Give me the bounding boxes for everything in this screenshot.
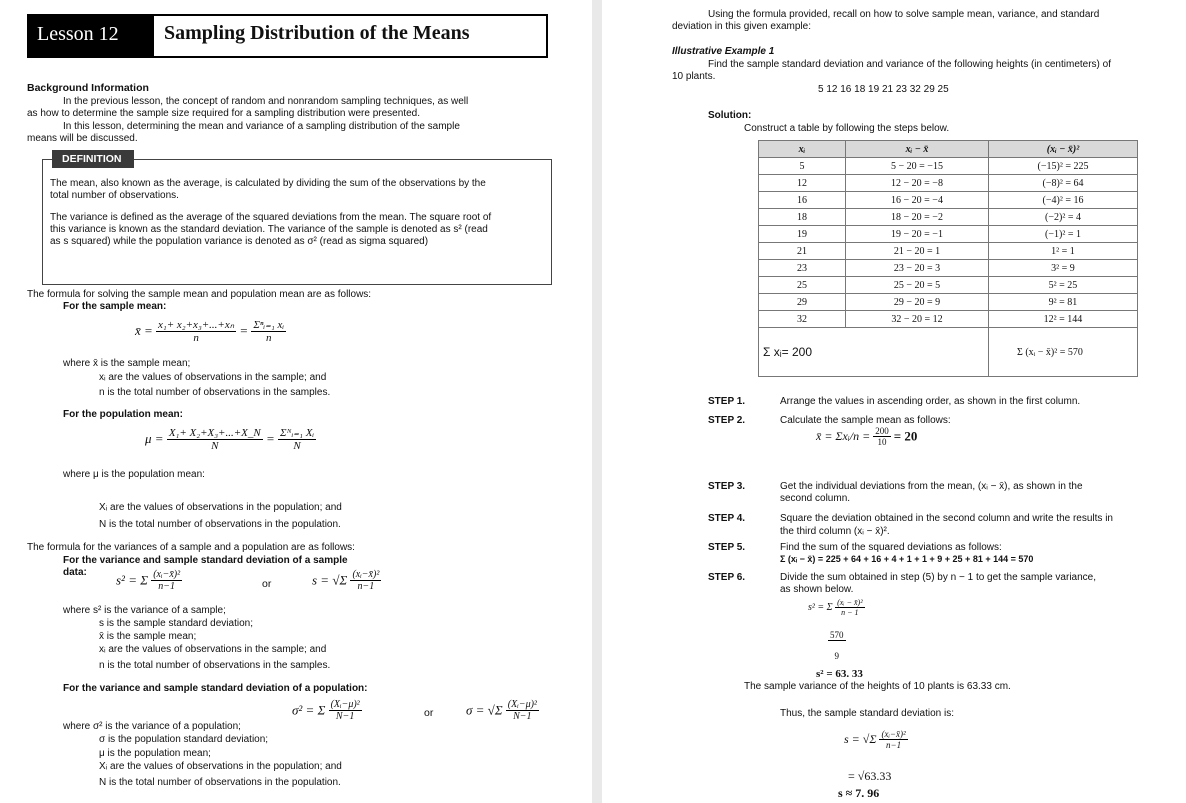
pop-mean-label: For the population mean: <box>63 409 183 420</box>
data-values: 5 12 16 18 19 21 23 32 29 25 <box>818 84 949 95</box>
table-cell: 19 <box>759 226 846 243</box>
intro-line-1: Using the formula provided, recall on how to solve sample mean, variance, and standard <box>708 9 1100 20</box>
step-1-label: STEP 1. <box>708 396 746 407</box>
var-where-2: s is the sample standard deviation; <box>99 618 253 629</box>
def-mean-line-1: The mean, also known as the average, is calculated by dividing the sum of the observations by the <box>50 178 486 189</box>
table-cell: 21 − 20 = 1 <box>846 243 989 260</box>
def-var-line-1: The variance is defined as the average of the squared deviations from the mean. The square root of <box>50 212 492 223</box>
sum-x-cell <box>759 328 989 377</box>
sample-mean-label: For the sample mean: <box>63 301 167 312</box>
table-cell: 5 <box>759 158 846 175</box>
step-2-formula: x̄ = Σxᵢ/n = $\frac{200}{10}$ = 20 <box>816 426 918 447</box>
variance-result: s² = 63. 33 <box>816 668 863 680</box>
sample-mean-where-2: xᵢ are the values of observations in the sample; and <box>99 372 327 383</box>
pop-mean-where-2: Xᵢ are the values of observations in the population; and <box>99 502 342 513</box>
table-header <box>759 141 1138 158</box>
solution-label: Solution: <box>708 110 752 121</box>
bg-line-4: means will be discussed. <box>27 133 138 144</box>
pop-where-2: σ is the population standard deviation; <box>99 734 269 745</box>
table-cell: 23 <box>759 260 846 277</box>
table-cell: 23 − 20 = 3 <box>846 260 989 277</box>
sd-sentence: Thus, the sample standard deviation is: <box>780 708 954 719</box>
def-var-line-2: this variance is known as the standard deviation. The variance of the sample is denoted as s² (read <box>50 224 488 235</box>
table-cell: 32 <box>759 311 846 328</box>
table-cell: 1² = 1 <box>989 243 1138 260</box>
formula-intro: The formula for solving the sample mean and population mean are as follows: <box>27 289 372 300</box>
example-title: Illustrative Example 1 <box>672 46 775 57</box>
header-deviation: xᵢ − x̄ <box>846 141 989 158</box>
step-3-text-1: Get the individual deviations from the mean, (xᵢ − x̄), as shown in the <box>780 481 1083 492</box>
table-cell: 29 <box>759 294 846 311</box>
table-row <box>759 175 1138 192</box>
step-6-formula: s² = Σ $\frac{\text{(xᵢ − x̄)²}}{n - 1}$ <box>808 598 863 617</box>
lesson-title-box <box>152 14 548 58</box>
table-row <box>759 209 1138 226</box>
lesson-number-box <box>27 14 152 58</box>
intro-line-2: deviation in this given example: <box>672 21 811 32</box>
step-4-label: STEP 4. <box>708 513 746 524</box>
table-row <box>759 192 1138 209</box>
left-page <box>0 0 592 803</box>
lesson-title: Sampling Distribution of the Means <box>164 22 470 44</box>
or-1: or <box>262 578 272 590</box>
table-cell: (−15)² = 225 <box>989 158 1138 175</box>
step-3-text-2: second column. <box>780 493 851 504</box>
sd-result: s ≈ 7. 96 <box>838 786 880 800</box>
sample-mean-formula: x̄ = $\frac{\text{x₁+ x₂+x₃+...+xₙ}}{n}$ = $\frac{\text{Σⁿᵢ₌₁ xᵢ}}{n}$ <box>135 319 285 344</box>
table-cell: (−4)² = 16 <box>989 192 1138 209</box>
table-cell: 9² = 81 <box>989 294 1138 311</box>
pop-sd-formula: σ = √Σ $\frac{\text{(Xᵢ−μ)²}}{N-1}$ <box>466 699 537 722</box>
deviation-table <box>758 140 1138 377</box>
table-row <box>759 158 1138 175</box>
bg-line-3: In this lesson, determining the mean and variance of a sampling distribution of the sample <box>63 121 460 132</box>
sum-sq-cell <box>989 328 1138 377</box>
pop-where-4: Xᵢ are the values of observations in the population; and <box>99 761 342 772</box>
table-row <box>759 243 1138 260</box>
sum-x: Σ xᵢ= 200 <box>763 345 813 359</box>
table-row <box>759 277 1138 294</box>
pop-where-5: N is the total number of observations in the population. <box>99 777 341 788</box>
step-5-text-1: Find the sum of the squared deviations as follows: <box>780 542 1002 553</box>
sample-mean-where-1: where x̄ is the sample mean; <box>63 358 191 369</box>
sd-sqrt: = √63.33 <box>848 769 892 783</box>
step-4-text-2: the third column (xᵢ − x̄)². <box>780 526 890 537</box>
pop-where-3: μ is the population mean; <box>99 748 211 759</box>
step-5-text-2: Σ (xᵢ − x̄) = 225 + 64 + 16 + 4 + 1 + 1 + 9 + 25 + 81 + 144 = 570 <box>780 554 1034 564</box>
right-page <box>602 0 1186 803</box>
table-cell: 16 − 20 = −4 <box>846 192 989 209</box>
bg-line-2: as how to determine the sample size required for a sampling distribution were presented. <box>27 108 420 119</box>
pop-mean-where-3: N is the total number of observations in the population. <box>99 519 341 530</box>
table-cell: 12 <box>759 175 846 192</box>
variance-sentence: The sample variance of the heights of 10 plants is 63.33 cm. <box>744 681 1011 692</box>
table-row <box>759 260 1138 277</box>
var-where-3: x̄ is the sample mean; <box>99 631 197 642</box>
step-6-fraction: $\frac{570}{9}$ <box>830 630 844 661</box>
table-cell: 5 − 20 = −15 <box>846 158 989 175</box>
step-5-label: STEP 5. <box>708 542 746 553</box>
def-mean-line-2: total number of observations. <box>50 190 179 201</box>
step-6-label: STEP 6. <box>708 572 746 583</box>
var-where-4: xᵢ are the values of observations in the sample; and <box>99 644 327 655</box>
var-sample-label-1: For the variance and sample standard deviation of a sample <box>63 555 348 566</box>
definition-label: DEFINITION <box>52 150 134 168</box>
step-6-text-1: Divide the sum obtained in step (5) by n − 1 to get the sample variance, <box>780 572 1097 583</box>
table-cell: (−1)² = 1 <box>989 226 1138 243</box>
table-cell: (−2)² = 4 <box>989 209 1138 226</box>
var-where-1: where s² is the variance of a sample; <box>63 605 226 616</box>
step-2-label: STEP 2. <box>708 415 746 426</box>
sample-sd-formula: s = √Σ $\frac{\text{(xᵢ−x̄)²}}{n-1}$ <box>312 569 380 592</box>
pop-mean-where-1: where μ is the population mean: <box>63 469 205 480</box>
sample-mean-where-3: n is the total number of observations in the samples. <box>99 387 331 398</box>
table-cell: 3² = 9 <box>989 260 1138 277</box>
step-2-text: Calculate the sample mean as follows: <box>780 415 951 426</box>
example-text-1: Find the sample standard deviation and variance of the following heights (in centimeters) of <box>708 59 1112 70</box>
variance-intro: The formula for the variances of a sample and a population are as follows: <box>27 542 355 553</box>
table-sum-row <box>759 328 1138 377</box>
table-cell: 18 − 20 = −2 <box>846 209 989 226</box>
table-row <box>759 311 1138 328</box>
background-heading: Background Information <box>27 82 149 94</box>
def-var-line-3: as s squared) while the population variance is denoted as σ² (read as sigma squared) <box>50 236 429 247</box>
step-4-text-1: Square the deviation obtained in the second column and write the results in <box>780 513 1113 524</box>
header-squared: (xᵢ − x̄)² <box>989 141 1138 158</box>
var-sample-label-2: data: <box>63 567 87 578</box>
step-1-text: Arrange the values in ascending order, as shown in the first column. <box>780 396 1081 407</box>
table-cell: 25 − 20 = 5 <box>846 277 989 294</box>
header-xi: xᵢ <box>759 141 846 158</box>
table-cell: (−8)² = 64 <box>989 175 1138 192</box>
table-cell: 18 <box>759 209 846 226</box>
sum-squared: Σ (xᵢ − x̄)² = 570 <box>1017 346 1083 358</box>
table-cell: 29 − 20 = 9 <box>846 294 989 311</box>
table-cell: 25 <box>759 277 846 294</box>
table-cell: 16 <box>759 192 846 209</box>
or-2: or <box>424 707 434 719</box>
table-cell: 12² = 144 <box>989 311 1138 328</box>
pop-where-1: where σ² is the variance of a population; <box>63 721 241 732</box>
sd-formula: s = √Σ $\frac{\text{(xᵢ−x̄)²}}{n-1}$ <box>844 729 906 750</box>
table-cell: 19 − 20 = −1 <box>846 226 989 243</box>
lesson-number: Lesson 12 <box>37 23 119 45</box>
table-row <box>759 294 1138 311</box>
example-text-2: 10 plants. <box>672 71 716 82</box>
bg-line-1: In the previous lesson, the concept of random and nonrandom sampling techniques, as well <box>63 96 469 107</box>
step-6-text-2: as shown below. <box>780 584 854 595</box>
solution-text: Construct a table by following the steps below. <box>744 123 950 134</box>
pop-variance-formula: σ² = Σ $\frac{\text{(Xᵢ−μ)²}}{N-1}$ <box>292 699 360 722</box>
var-where-5: n is the total number of observations in the samples. <box>99 660 331 671</box>
sample-variance-formula: s² = Σ $\frac{\text{(xᵢ−x̄)²}}{n-1}$ <box>116 569 181 592</box>
pop-mean-formula: μ = $\frac{\text{X₁+ X₂+X₃+...+X\_N}}{N}$ = $\frac{\text{Σᴺᵢ₌₁ Xᵢ}}{N}$ <box>145 426 315 452</box>
step-3-label: STEP 3. <box>708 481 746 492</box>
table-cell: 12 − 20 = −8 <box>846 175 989 192</box>
table-cell: 32 − 20 = 12 <box>846 311 989 328</box>
table-row <box>759 226 1138 243</box>
table-cell: 5² = 25 <box>989 277 1138 294</box>
var-pop-label: For the variance and sample standard deviation of a population: <box>63 683 368 694</box>
table-cell: 21 <box>759 243 846 260</box>
